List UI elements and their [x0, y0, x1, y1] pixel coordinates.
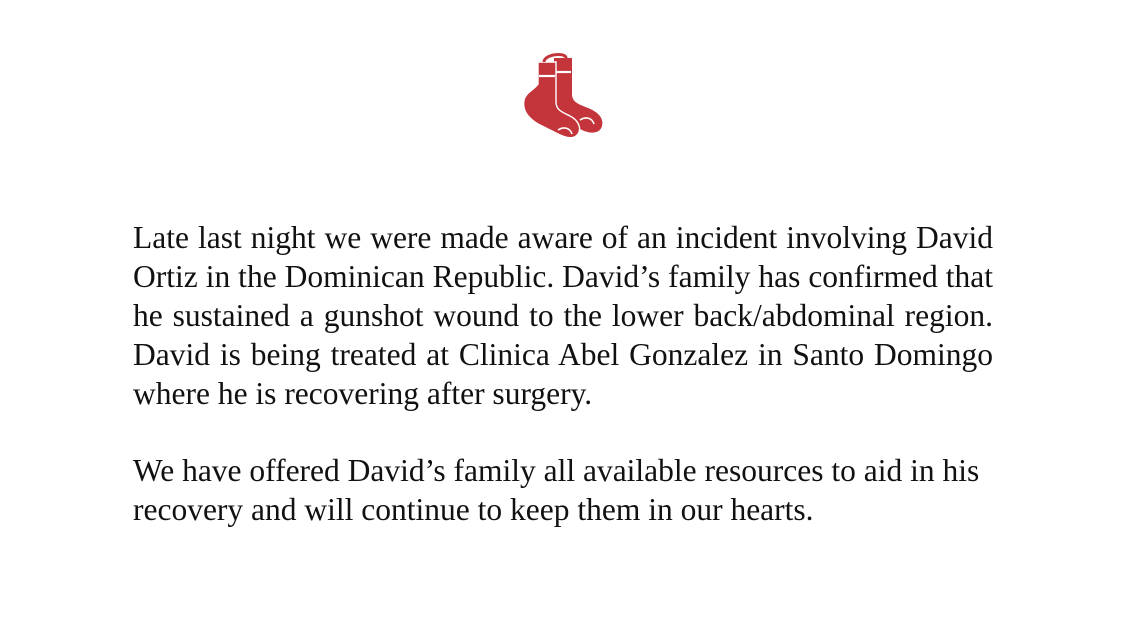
press-statement: [133, 218, 993, 529]
statement-paragraph-incident: Late last night we were made aware of an incident involving David Ortiz in the Dominican Republic. David’s family has confirmed that he sustained a gunshot wound to the lower back/abdominal region. David is being treated at Clinica Abel Gonzalez in Santo Domingo where he is recovering after surgery.: [133, 220, 993, 411]
statement-paragraph-support: We have offered David’s family all available resources to aid in his recovery and will continue to keep them in our hearts.: [133, 453, 980, 527]
hanging-socks-icon: [514, 50, 610, 142]
red-sox-logo: [514, 50, 610, 142]
